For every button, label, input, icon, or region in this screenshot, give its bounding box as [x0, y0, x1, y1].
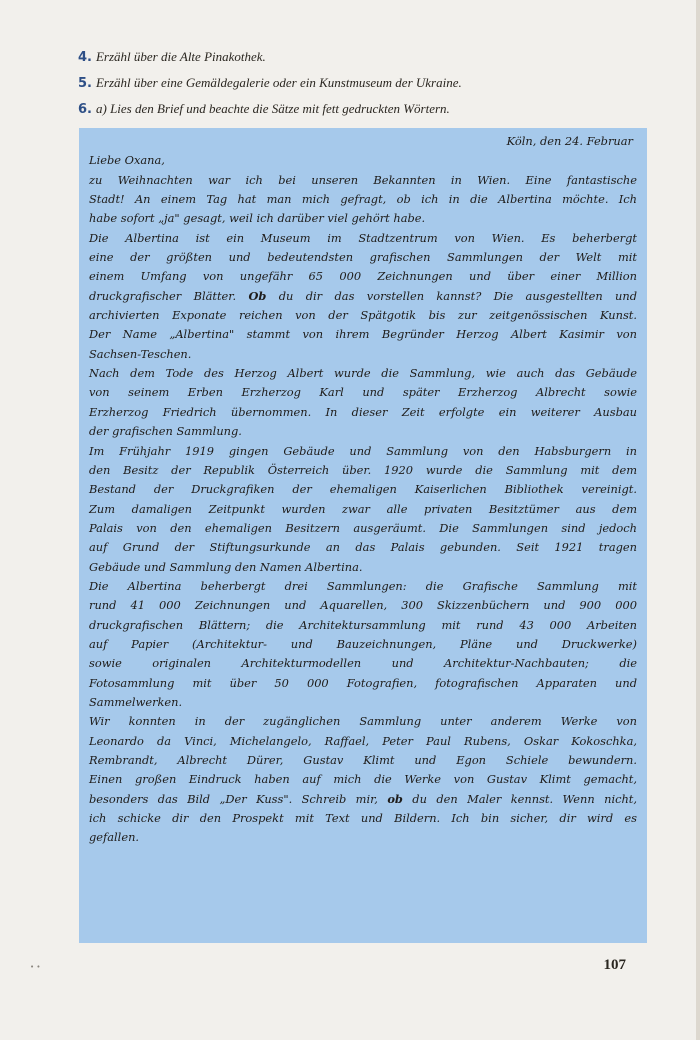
bold-word: ob — [387, 791, 403, 806]
letter-line: Stadt! An einem Tag hat man mich gefragt, ob ich in die Albertina möchte. Ich — [89, 192, 637, 207]
task-5 — [78, 70, 658, 96]
letter-line: Sammelwerken. — [89, 694, 183, 709]
letter-line: archivierten Exponate reichen von der Spätgotik bis zur zeitgenössischen Kunst. — [89, 308, 637, 323]
letter-line: Zum damaligen Zeitpunkt wurden zwar alle privaten Besitztümer aus dem — [89, 501, 637, 516]
letter-line: eine der größten und bedeutendsten grafischen Sammlungen der Welt mit — [89, 250, 637, 265]
page-edge — [696, 0, 700, 1040]
letter-line: Bestand der Druckgrafiken der ehemaligen Kaiserlichen Bibliothek vereinigt. — [89, 482, 637, 497]
task-number: 5. — [78, 76, 92, 91]
letter-line: Der Name „Albertina" stammt von ihrem Begründer Herzog Albert Kasimir von — [89, 327, 637, 342]
letter-line: Liebe Oxana, — [89, 153, 165, 168]
letter-line — [89, 287, 637, 306]
task-6 — [78, 96, 658, 122]
task-text: Erzähl über eine Gemäldegalerie oder ein Kunstmuseum der Ukraine. — [95, 75, 462, 90]
letter-text — [89, 132, 637, 848]
letter-line-end: du den Maler kennst. Wenn nicht, — [402, 791, 637, 806]
letter-line: sowie originalen Architekturmodellen und Architektur-Nachbauten; die — [89, 656, 637, 671]
letter-line: von seinem Erben Erzherzog Karl und später Erzherzog Albrecht sowie — [89, 385, 637, 400]
letter-line: Im Frühjahr 1919 gingen Gebäude und Sammlung von den Habsburgern in — [89, 443, 637, 458]
task-number: 4. — [78, 50, 92, 65]
letter-line: Fotosammlung mit über 50 000 Fotografien, fotografischen Apparaten und — [89, 675, 637, 690]
letter-date: Köln, den 24. Februar — [506, 134, 633, 148]
task-text: a) Lies den Brief und beachte die Sätze mit fett gedruckten Wörtern. — [95, 101, 450, 116]
letter-line: gefallen. — [89, 830, 140, 845]
letter-line: der grafischen Sammlung. — [89, 424, 242, 439]
letter-line: Erzherzog Friedrich übernommen. In dieser Zeit erfolgte ein weiterer Ausbau — [89, 404, 637, 419]
task-4 — [78, 44, 658, 70]
task-list — [78, 44, 658, 122]
letter-line: auf Grund der Stiftungsurkunde an das Palais gebunden. Seit 1921 tragen — [89, 540, 637, 555]
letter-line: Palais von den ehemaligen Besitzern ausgeräumt. Die Sammlungen sind jedoch — [89, 520, 637, 535]
letter-line: habe sofort „ja" gesagt, weil ich darüber viel gehört habe. — [89, 211, 426, 226]
letter-line: Leonardo da Vinci, Michelangelo, Raffael, Peter Paul Rubens, Oskar Kokoschka, — [89, 733, 637, 748]
letter-line — [89, 790, 637, 809]
task-number: 6. — [78, 102, 92, 117]
letter-box — [79, 128, 647, 943]
letter-line: auf Papier (Architektur- und Bauzeichnungen, Pläne und Druckwerke) — [89, 636, 637, 651]
letter-line: ich schicke dir den Prospekt mit Text und Bildern. Ich bin sicher, dir wird es — [89, 811, 637, 826]
page-number: 107 — [603, 957, 626, 973]
letter-line-end: du dir das vorstellen kannst? Die ausgestellten und — [266, 288, 637, 303]
letter-line: Gebäude und Sammlung den Namen Albertina. — [89, 559, 363, 574]
letter-line: Einen großen Eindruck haben auf mich die Werke von Gustav Klimt gemacht, — [89, 772, 637, 787]
letter-line: den Besitz der Republik Österreich über. 1920 wurde die Sammlung mit dem — [89, 462, 637, 477]
letter-line: Rembrandt, Albrecht Dürer, Gustav Klimt und Egon Schiele bewundern. — [89, 753, 637, 767]
letter-line: Die Albertina beherbergt drei Sammlungen: die Grafische Sammlung mit — [89, 578, 637, 593]
bold-word: Ob — [248, 288, 267, 303]
letter-line: zu Weihnachten war ich bei unseren Bekannten in Wien. Eine fantastische — [89, 172, 637, 187]
letter-line: Wir konnten in der zugänglichen Sammlung unter anderem Werke von — [89, 714, 637, 729]
task-text: Erzähl über die Alte Pinakothek. — [95, 49, 266, 64]
letter-line-start: besonders das Bild „Der Kuss". Schreib mir, — [89, 791, 378, 806]
margin-mark: • • — [30, 963, 41, 971]
letter-line: Sachsen-Teschen. — [89, 346, 192, 361]
letter-line-start: druckgrafischer Blätter. — [89, 288, 237, 303]
letter-line: rund 41 000 Zeichnungen und Aquarellen, 300 Skizzenbüchern und 900 000 — [89, 598, 637, 613]
letter-line: Nach dem Tode des Herzog Albert wurde die Sammlung, wie auch das Gebäude — [89, 366, 637, 381]
letter-line: Die Albertina ist ein Museum im Stadtzentrum von Wien. Es beherbergt — [89, 230, 637, 245]
letter-line: einem Umfang von ungefähr 65 000 Zeichnungen und über einer Million — [89, 269, 637, 284]
letter-line: druckgrafischen Blättern; die Architektursammlung mit rund 43 000 Arbeiten — [89, 617, 637, 632]
